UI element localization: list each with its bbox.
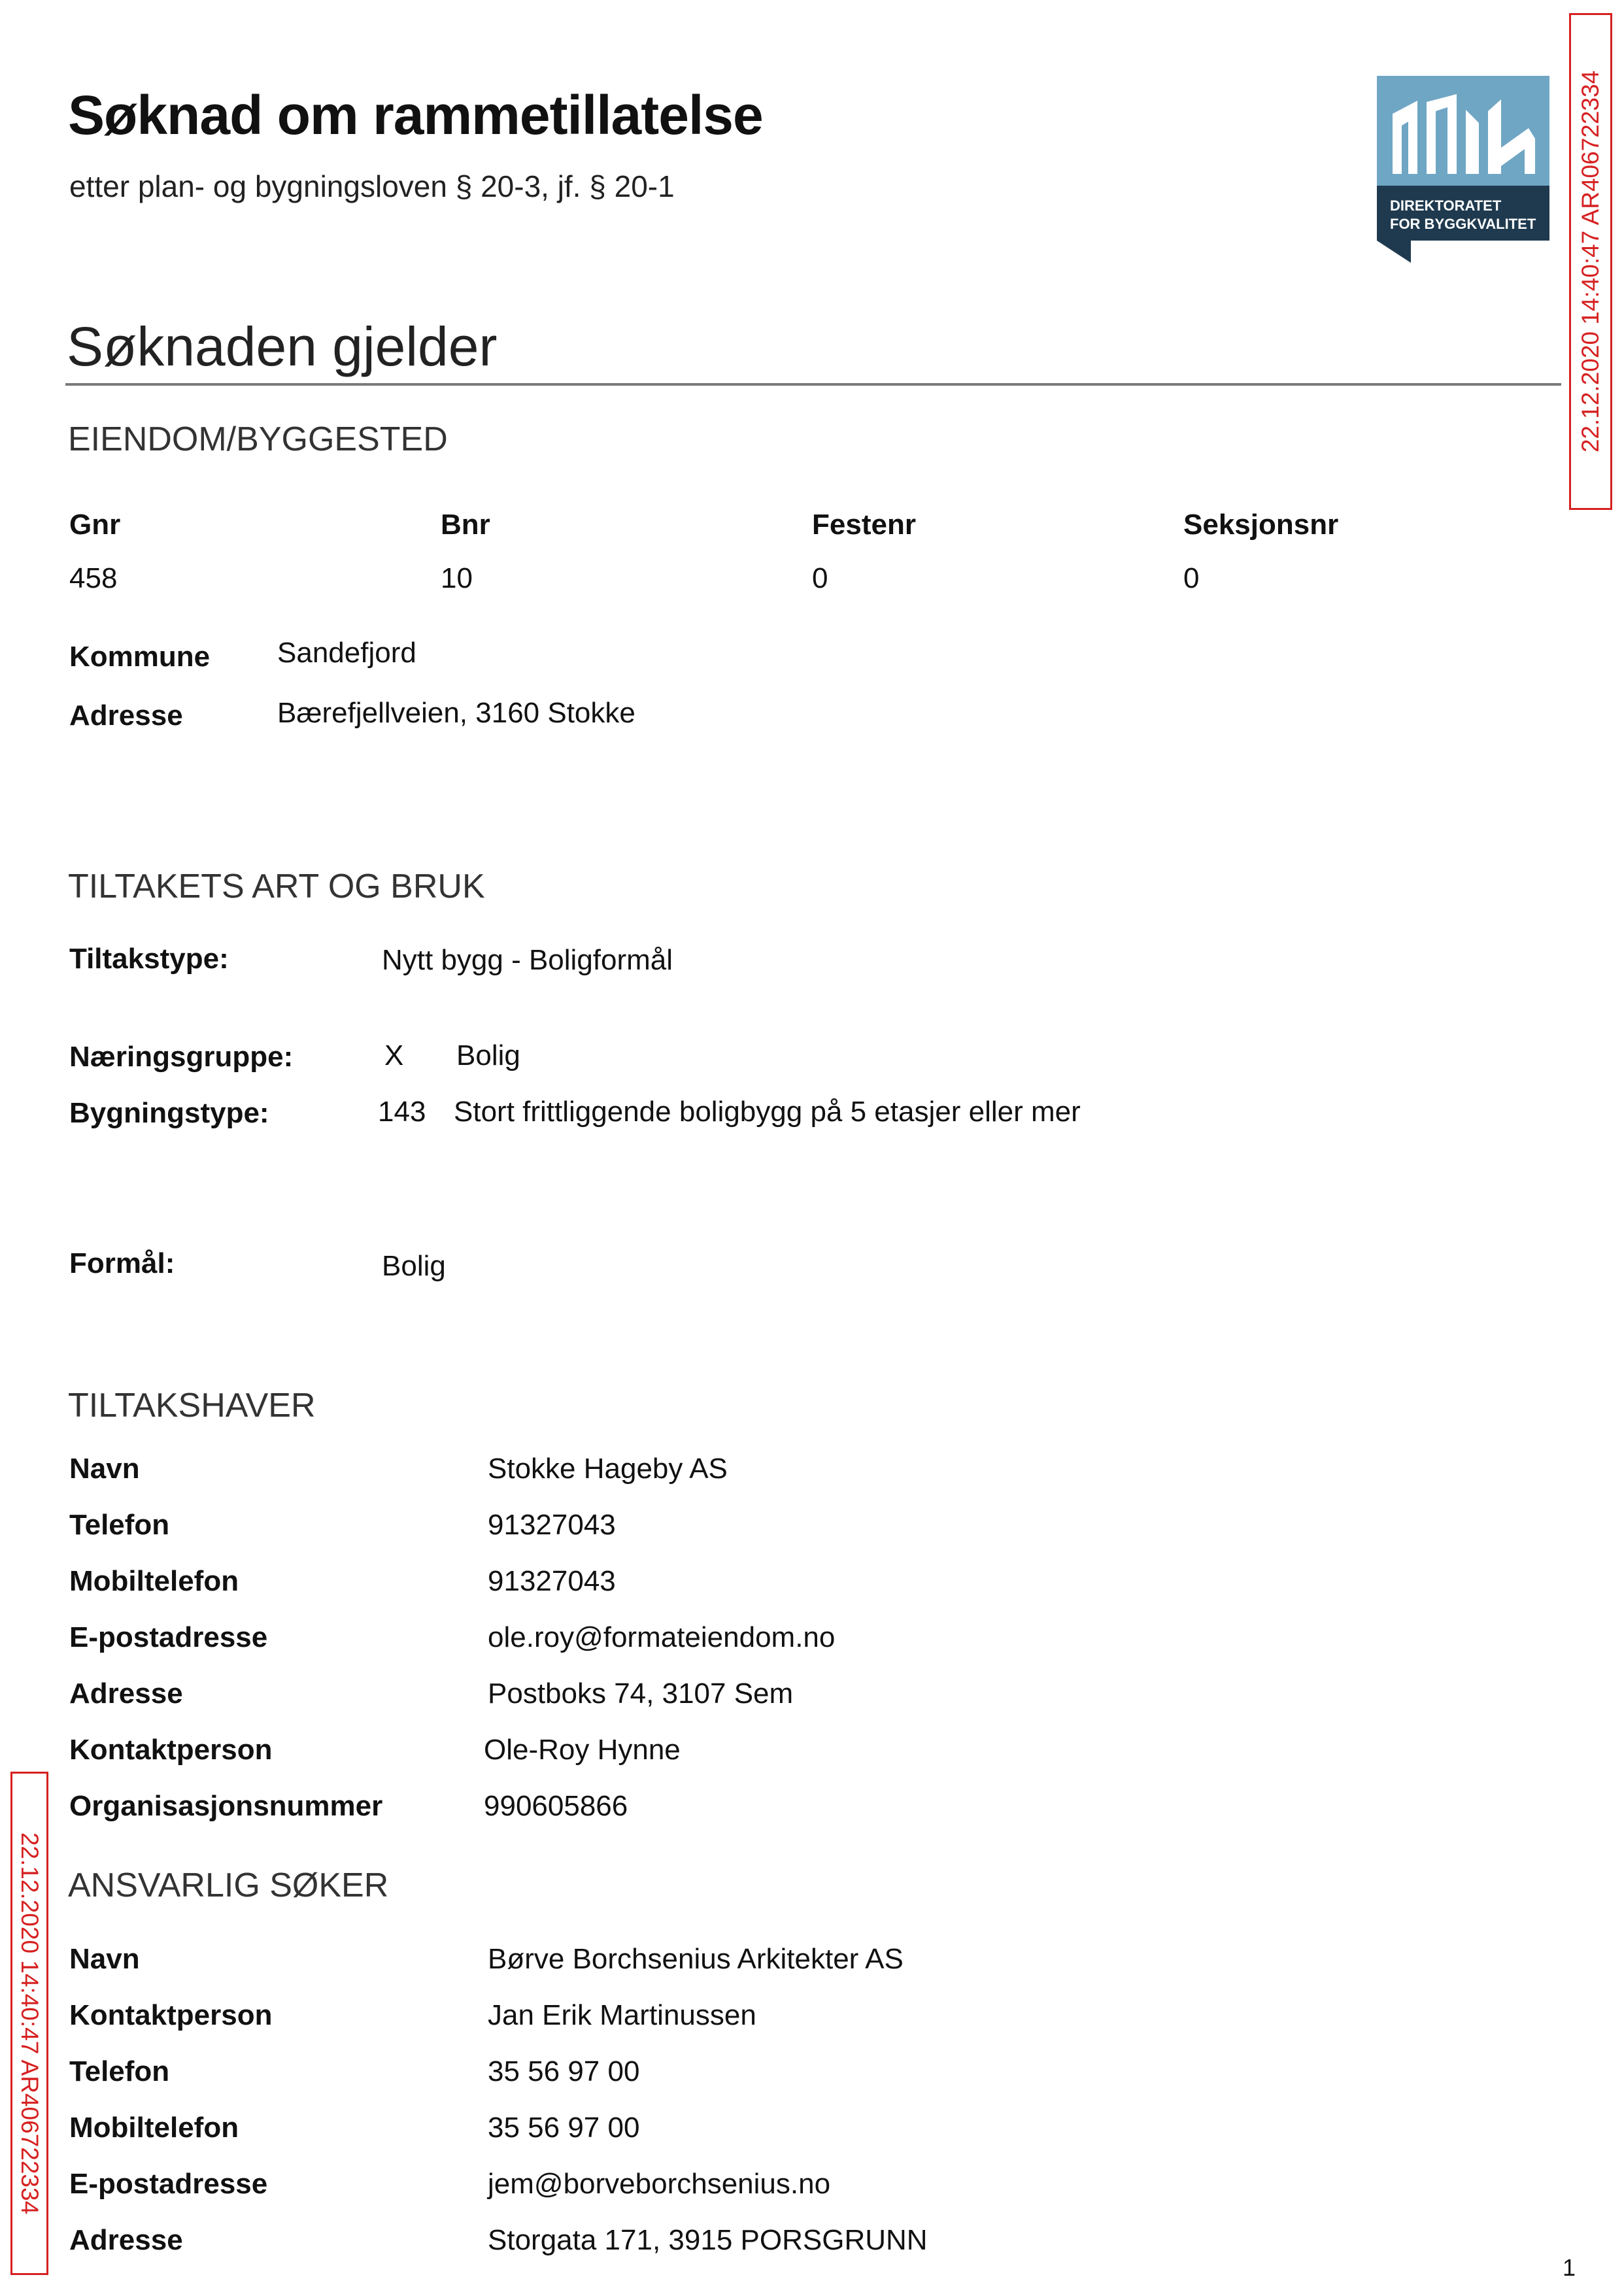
page-number: 1	[1563, 2254, 1576, 2281]
ansvarlig-mobil-value: 35 56 97 00	[488, 2112, 640, 2144]
bnr-value: 10	[441, 562, 473, 594]
bygningstype-label: Bygningstype:	[69, 1097, 269, 1129]
naeringsgruppe-value: Bolig	[456, 1039, 520, 1071]
tiltakshaver-telefon-value: 91327043	[488, 1509, 616, 1541]
tiltakstype-value: Nytt bygg - Boligformål	[382, 944, 673, 976]
heading-divider	[65, 383, 1561, 386]
tiltakshaver-epost-value: ole.roy@formateiendom.no	[488, 1621, 836, 1653]
dibk-logo	[1377, 76, 1549, 263]
tiltakshaver-navn-label: Navn	[69, 1453, 140, 1485]
ansvarlig-telefon-value: 35 56 97 00	[488, 2055, 640, 2087]
ansvarlig-telefon-label: Telefon	[69, 2055, 170, 2087]
naeringsgruppe-label: Næringsgruppe:	[69, 1041, 294, 1073]
ansvarlig-navn-value: Børve Borchsenius Arkitekter AS	[488, 1943, 904, 1975]
section-ansvarlig-heading: ANSVARLIG SØKER	[68, 1866, 389, 1904]
tiltakstype-label: Tiltakstype:	[69, 943, 229, 975]
ansvarlig-kontakt-value: Jan Erik Martinussen	[488, 1999, 756, 2031]
section-eiendom-heading: EIENDOM/BYGGESTED	[68, 420, 448, 458]
ansvarlig-kontakt-label: Kontaktperson	[69, 1999, 273, 2031]
tiltakshaver-mobil-value: 91327043	[488, 1565, 616, 1597]
logo-line2: FOR BYGGKVALITET	[1390, 216, 1536, 232]
tiltakshaver-orgnr-value: 990605866	[484, 1790, 628, 1822]
naeringsgruppe-code: X	[384, 1039, 404, 1071]
tiltakshaver-adresse-label: Adresse	[69, 1678, 183, 1710]
tiltakshaver-mobil-label: Mobiltelefon	[69, 1565, 239, 1597]
section-tiltakshaver-heading: TILTAKSHAVER	[68, 1387, 316, 1425]
document-subtitle: etter plan- og bygningsloven § 20-3, jf. § 20-1	[69, 169, 675, 203]
kommune-label: Kommune	[69, 641, 211, 673]
tiltakshaver-adresse-value: Postboks 74, 3107 Sem	[488, 1678, 794, 1710]
ansvarlig-epost-label: E-postadresse	[69, 2168, 268, 2200]
main-heading: Søknaden gjelder	[67, 316, 498, 377]
ansvarlig-epost-value: jem@borveborchsenius.no	[488, 2168, 831, 2200]
ansvarlig-adresse-value: Storgata 171, 3915 PORSGRUNN	[488, 2224, 928, 2256]
bygningstype-code: 143	[378, 1096, 426, 1128]
document-title: Søknad om rammetillatelse	[68, 84, 763, 146]
kommune-value: Sandefjord	[277, 637, 416, 669]
festenr-label: Festenr	[812, 509, 916, 541]
tiltakshaver-epost-label: E-postadresse	[69, 1621, 268, 1653]
ansvarlig-mobil-label: Mobiltelefon	[69, 2112, 239, 2144]
tiltakshaver-navn-value: Stokke Hageby AS	[488, 1453, 728, 1485]
gnr-label: Gnr	[69, 509, 121, 541]
adresse-label: Adresse	[69, 700, 183, 732]
bnr-label: Bnr	[441, 509, 490, 541]
bygningstype-value: Stort frittliggende boligbygg på 5 etasjer eller mer	[454, 1096, 1081, 1128]
seksjonsnr-label: Seksjonsnr	[1183, 509, 1339, 541]
received-stamp-left: 22.12.2020 14:40:47 AR406722334	[10, 1772, 48, 2275]
formal-value: Bolig	[382, 1250, 446, 1282]
seksjonsnr-value: 0	[1183, 562, 1200, 594]
ansvarlig-adresse-label: Adresse	[69, 2224, 183, 2256]
tiltakshaver-orgnr-label: Organisasjonsnummer	[69, 1790, 383, 1822]
formal-label: Formål:	[69, 1247, 175, 1279]
adresse-value: Bærefjellveien, 3160 Stokke	[277, 697, 635, 729]
tiltakshaver-kontakt-value: Ole-Roy Hynne	[484, 1734, 681, 1766]
tiltakshaver-telefon-label: Telefon	[69, 1509, 170, 1541]
logo-line1: DIREKTORATET	[1390, 197, 1502, 214]
received-stamp-top: 22.12.2020 14:40:47 AR406722334	[1569, 13, 1612, 510]
tiltakshaver-kontakt-label: Kontaktperson	[69, 1734, 273, 1766]
gnr-value: 458	[69, 562, 118, 594]
festenr-value: 0	[812, 562, 828, 594]
section-tiltak-heading: TILTAKETS ART OG BRUK	[68, 868, 485, 905]
ansvarlig-navn-label: Navn	[69, 1943, 140, 1975]
